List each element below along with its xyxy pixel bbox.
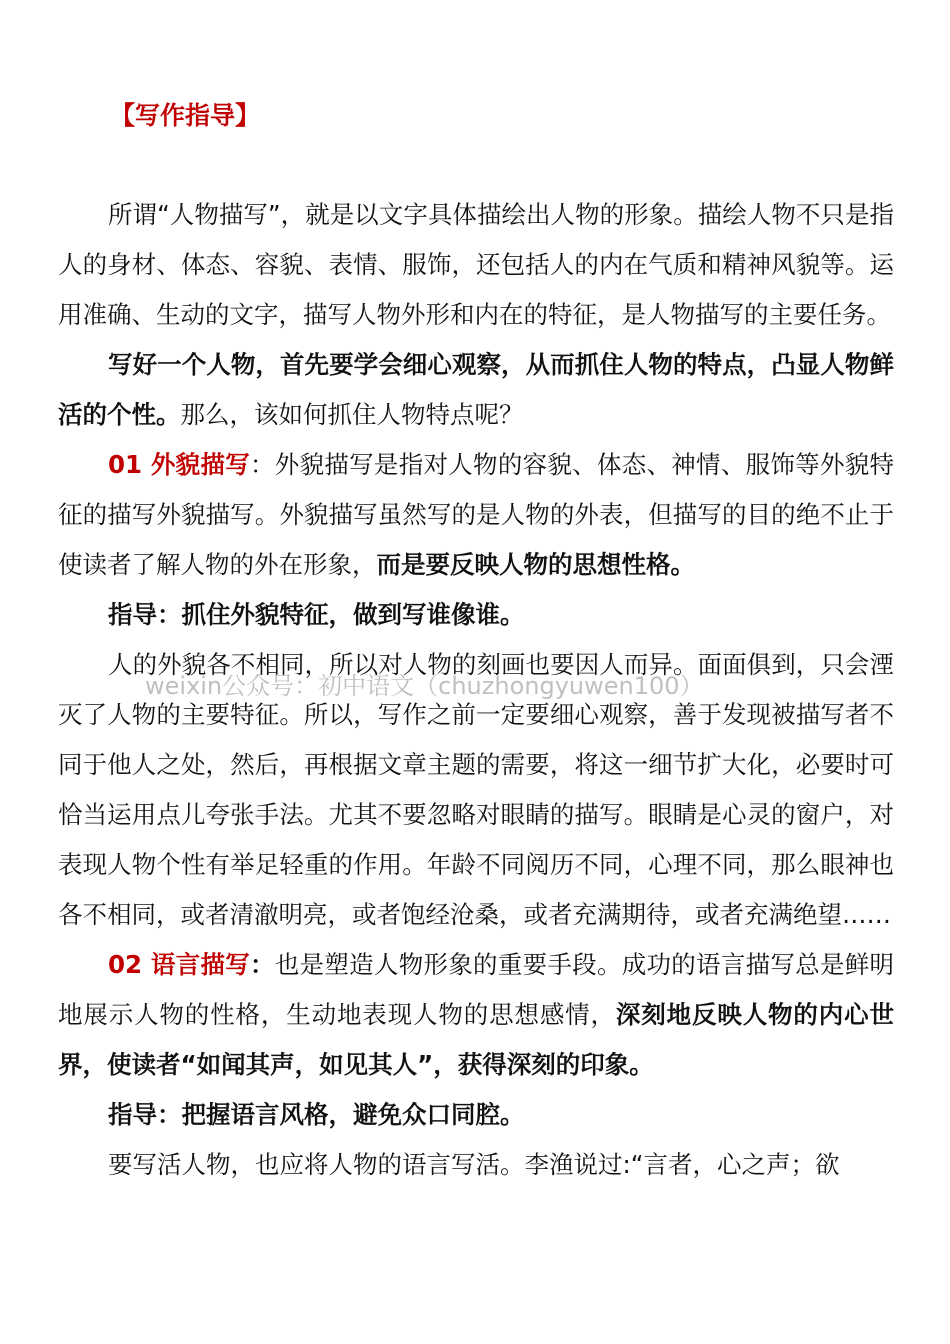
appearance-paragraph	[58, 440, 894, 590]
appearance-label: 01 外貌描写	[108, 450, 251, 479]
appearance-guide: 指导：抓住外貌特征，做到写谁像谁。	[108, 600, 525, 629]
section-heading: 【写作指导】	[110, 101, 261, 130]
language-colon: ：	[250, 950, 275, 979]
appearance-emphasis: 而是要反映人物的思想性格。	[376, 550, 695, 579]
language-text: 也是塑造人物形象的重要手段。成功的语言描写总是鲜明地展示人物的性格，生动地表现人物的思想感情，	[58, 950, 895, 1029]
language-detail-paragraph: 要写活人物，也应将人物的语言写活。李渔说过:“言者，心之声；欲	[108, 1150, 840, 1179]
appearance-detail-paragraph: 人的外貌各不相同，所以对人物的刻画也要因人而异。面面俱到，只会湮灭了人物的主要特征。所以，写作之前一定要细心观察，善于发现被描写者不同于他人之处，然后，再根据文章主题的需要，将这一细节扩大化，必要时可恰当运用点儿夸张手法。尤其不要忽略对眼睛的描写。眼睛是心灵的窗户，对表现人物个性有举足轻重的作用。年龄不同阅历不同，心理不同，那么眼神也各不相同，或者清澈明亮，或者饱经沧桑，或者充满期待，或者充满绝望……	[58, 650, 894, 929]
intro-paragraph: 所谓“人物描写”，就是以文字具体描绘出人物的形象。描绘人物不只是指人的身材、体态、容貌、表情、服饰，还包括人的内在气质和精神风貌等。运用准确、生动的文字，描写人物外形和内在的特征，是人物描写的主要任务。	[58, 200, 894, 329]
language-guide: 指导：把握语言风格，避免众口同腔。	[108, 1100, 525, 1129]
observation-emphasis: 写好一个人物，首先要学会细心观察，从而抓住人物的特点，凸显人物鲜活的个性。	[58, 350, 894, 429]
appearance-text: ：外貌描写是指对人物的容貌、体态、神情、服饰等外貌特征的描写外貌描写。外貌描写虽然写的是人物的外表，但描写的目的绝不止于使读者了解人物的外在形象，	[58, 450, 895, 579]
observation-paragraph	[58, 340, 894, 440]
observation-question: 那么，该如何抓住人物特点呢？	[180, 400, 524, 429]
language-paragraph	[58, 940, 894, 1090]
watermark: weixin公众号：初中语文（chuzhongyuwen100）	[145, 672, 704, 700]
language-label: 02 语言描写	[108, 950, 251, 979]
language-emphasis: 深刻地反映人物的内心世界，使读者“如闻其声，如见其人”，获得深刻的印象。	[58, 1000, 894, 1079]
